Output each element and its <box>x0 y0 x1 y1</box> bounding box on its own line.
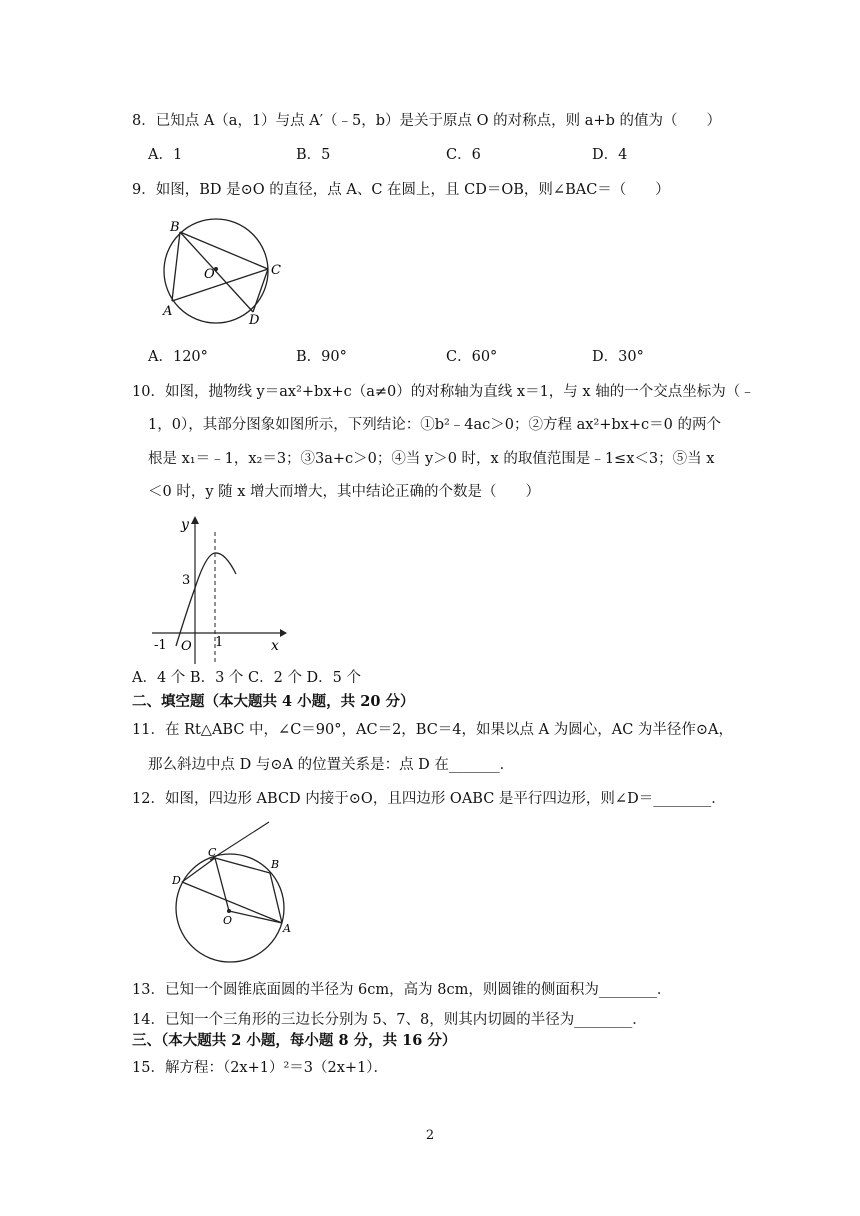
q12-label-a: A <box>283 922 291 935</box>
q13-stem: 13．已知一个圆锥底面圆的半径为 6cm，高为 8cm，则圆锥的侧面积为________． <box>132 982 672 998</box>
q9-segment-cd <box>253 269 268 312</box>
q10-label-minus-1: -1 <box>154 638 167 653</box>
q12-label-o: O <box>223 914 233 927</box>
q12-segment-dc <box>182 858 215 882</box>
q12-segment-co <box>215 858 229 911</box>
q10-options: A．4 个 B．3 个 C．2 个 D．5 个 <box>132 670 362 686</box>
q10-stem-line-2: 1，0），其部分图象如图所示，下列结论：①b²﹣4ac＞0；②方程 ax²+bx+c＝0 的两个 <box>148 417 721 433</box>
q11-line-1: 11．在 Rt△ABC 中，∠C＝90°，AC＝2，BC＝4，如果以点 A 为圆心，AC 为半径作⊙A， <box>132 722 734 738</box>
q10-parabola-curve <box>176 553 236 646</box>
q8-option-b: B．5 <box>296 147 331 163</box>
q12-center-dot <box>227 909 231 913</box>
q12-segment-cb <box>215 858 270 873</box>
q9-label-d: D <box>249 313 260 327</box>
q10-label-1: 1 <box>215 635 224 650</box>
q8-stem: 8．已知点 A（a，1）与点 A′（﹣5，b）是关于原点 O 的对称点，则 a+b 的值为（ ） <box>132 113 721 129</box>
q10-x-axis-arrow <box>280 629 287 637</box>
q9-label-c: C <box>271 263 281 278</box>
q9-option-c: C．60° <box>446 349 498 365</box>
q10-stem-line-1: 10．如图，抛物线 y＝ax²+bx+c（a≠0）的对称轴为直线 x＝1，与 x 轴的一个交点坐标为（﹣ <box>132 384 755 400</box>
section-3-heading: 三、（本大题共 2 小题，每小题 8 分，共 16 分） <box>132 1032 457 1049</box>
q12-label-c: C <box>208 846 217 859</box>
q9-label-o: O <box>204 267 215 282</box>
q12-label-d: D <box>172 874 181 887</box>
q10-parabola-figure <box>148 512 288 667</box>
q10-label-x: x <box>271 638 279 654</box>
q12-circle <box>176 854 284 962</box>
page-number: 2 <box>425 1128 435 1143</box>
q9-segment-bc <box>180 232 268 269</box>
q15-stem: 15．解方程：（2x+1）²＝3（2x+1）． <box>132 1060 389 1076</box>
q9-circle-figure <box>156 215 296 327</box>
section-2-heading: 二、填空题（本大题共 4 小题，共 20 分） <box>132 693 415 710</box>
q10-label-3: 3 <box>182 573 191 588</box>
q11-line-2: 那么斜边中点 D 与⊙A 的位置关系是：点 D 在_______． <box>148 757 515 773</box>
q9-segment-ac <box>172 269 268 301</box>
q12-stem: 12．如图，四边形 ABCD 内接于⊙O，且四边形 OABC 是平行四边形，则∠D＝________． <box>132 791 726 807</box>
q8-option-c: C．6 <box>446 147 481 163</box>
q10-stem-line-3: 根是 x₁＝﹣1，x₂＝3；③3a+c＞0；④当 y＞0 时，x 的取值范围是﹣1≤x＜3；⑤当 x <box>148 451 715 467</box>
q10-label-y: y <box>181 517 189 533</box>
q8-option-d: D．4 <box>592 147 628 163</box>
q10-label-origin: O <box>181 639 192 654</box>
q12-label-b: B <box>271 858 280 871</box>
q10-y-axis-arrow <box>191 516 199 524</box>
q9-segment-bd <box>180 232 253 312</box>
q9-label-a: A <box>163 304 173 319</box>
q9-stem: 9．如图，BD 是⊙O 的直径，点 A、C 在圆上，且 CD＝OB，则∠BAC＝（ ） <box>132 182 670 198</box>
q9-option-d: D．30° <box>592 349 644 365</box>
q10-stem-line-4: ＜0 时，y 随 x 增大而增大，其中结论正确的个数是（ ） <box>148 484 541 500</box>
q14-stem: 14．已知一个三角形的三边长分别为 5、7、8，则其内切圆的半径为________． <box>132 1012 647 1028</box>
q9-option-a: A．120° <box>148 349 208 365</box>
q8-option-a: A．1 <box>148 147 183 163</box>
q9-option-b: B．90° <box>296 349 347 365</box>
q12-quadrilateral-figure <box>150 818 300 968</box>
q9-label-b: B <box>170 220 180 235</box>
